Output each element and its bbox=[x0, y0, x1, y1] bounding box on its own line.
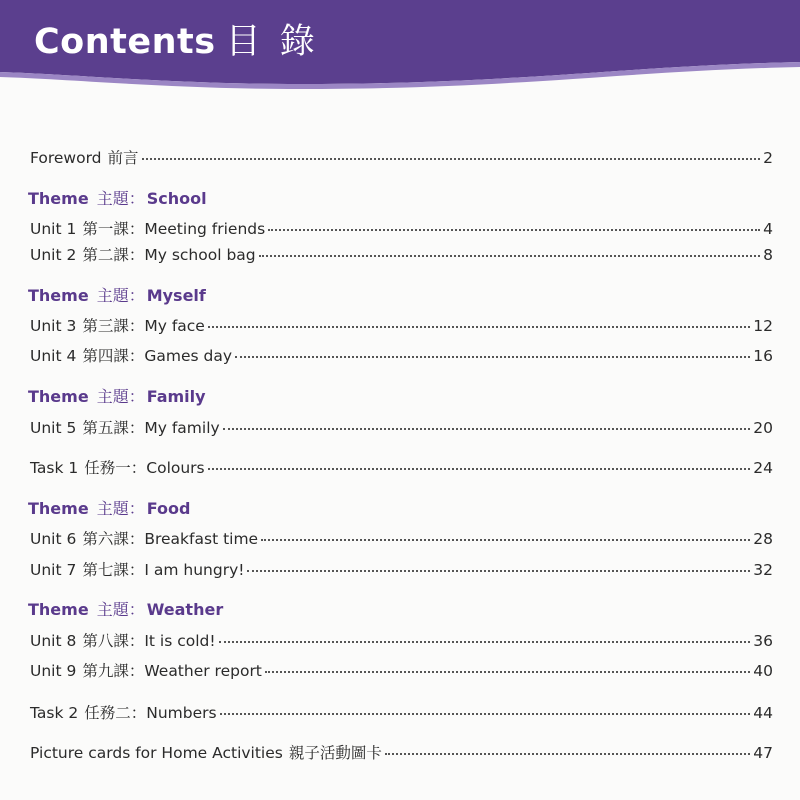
dot-leader bbox=[259, 255, 760, 257]
page-number: 40 bbox=[753, 662, 773, 680]
toc-entry-unit-3[interactable]: Unit 3 第三課： My face 12 bbox=[30, 317, 773, 335]
dot-leader bbox=[142, 158, 761, 160]
page-number: 16 bbox=[753, 347, 773, 365]
theme-heading-family: Theme 主題： Family bbox=[28, 387, 206, 406]
page-number: 36 bbox=[753, 632, 773, 650]
dot-leader bbox=[385, 753, 750, 755]
theme-heading-school: Theme 主題： School bbox=[28, 189, 207, 208]
dot-leader bbox=[261, 539, 750, 541]
dot-leader bbox=[247, 570, 750, 572]
dot-leader bbox=[268, 229, 760, 231]
dot-leader bbox=[208, 468, 751, 470]
toc-entry-unit-6[interactable]: Unit 6 第六課： Breakfast time 28 bbox=[30, 530, 773, 548]
dot-leader bbox=[208, 326, 750, 328]
dot-leader bbox=[265, 671, 750, 673]
page-number: 20 bbox=[753, 419, 773, 437]
toc-entry-task-2[interactable]: Task 2 任務二： Numbers 44 bbox=[30, 704, 773, 722]
toc-entry-picture-cards[interactable]: Picture cards for Home Activities 親子活動圖卡 47 bbox=[30, 744, 773, 762]
page-number: 24 bbox=[753, 459, 773, 477]
toc-entry-unit-4[interactable]: Unit 4 第四課： Games day 16 bbox=[30, 347, 773, 365]
page-number: 44 bbox=[753, 704, 773, 722]
dot-leader bbox=[235, 356, 750, 358]
toc-entry-unit-7[interactable]: Unit 7 第七課： I am hungry! 32 bbox=[30, 561, 773, 579]
dot-leader bbox=[219, 641, 751, 643]
page-number: 4 bbox=[763, 220, 773, 238]
page-number: 32 bbox=[753, 561, 773, 579]
toc-entry-task-1[interactable]: Task 1 任務一： Colours 24 bbox=[30, 459, 773, 477]
page-number: 8 bbox=[763, 246, 773, 264]
toc-entry-unit-9[interactable]: Unit 9 第九課： Weather report 40 bbox=[30, 662, 773, 680]
page-number: 47 bbox=[753, 744, 773, 762]
dot-leader bbox=[220, 713, 751, 715]
page-number: 12 bbox=[753, 317, 773, 335]
toc-entry-unit-1[interactable]: Unit 1 第一課： Meeting friends 4 bbox=[30, 220, 773, 238]
page-number: 2 bbox=[763, 149, 773, 167]
toc-entry-foreword[interactable]: Foreword 前言 2 bbox=[30, 149, 773, 167]
toc-entry-unit-5[interactable]: Unit 5 第五課： My family 20 bbox=[30, 419, 773, 437]
theme-heading-food: Theme 主題： Food bbox=[28, 499, 191, 518]
page-number: 28 bbox=[753, 530, 773, 548]
theme-heading-myself: Theme 主題： Myself bbox=[28, 286, 206, 305]
dot-leader bbox=[223, 428, 751, 430]
theme-heading-weather: Theme 主題： Weather bbox=[28, 600, 224, 619]
toc-entry-unit-8[interactable]: Unit 8 第八課： It is cold! 36 bbox=[30, 632, 773, 650]
page-title: Contents 目 錄 bbox=[34, 22, 319, 62]
toc-entry-unit-2[interactable]: Unit 2 第二課： My school bag 8 bbox=[30, 246, 773, 264]
